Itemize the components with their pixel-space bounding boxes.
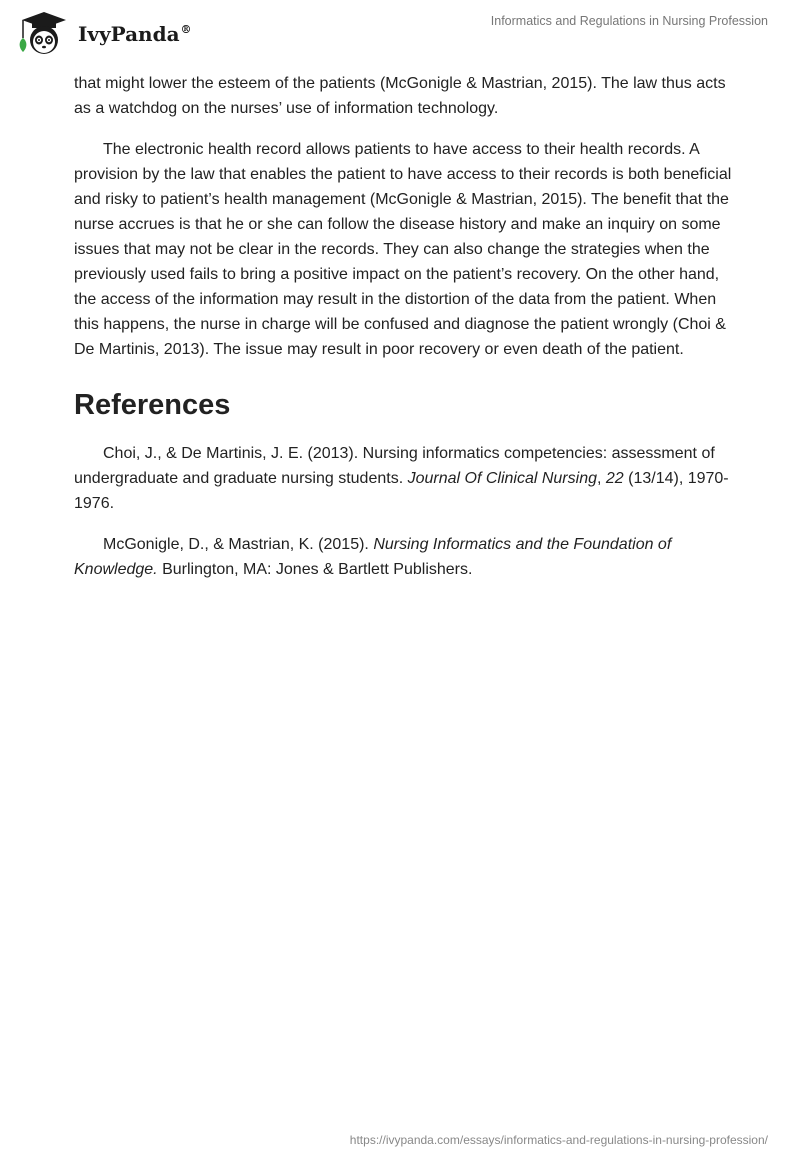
reference-item: McGonigle, D., & Mastrian, K. (2015). Nursing Informatics and the Foundation of Knowledge. Burlington, MA: Jones & Bartlett Publishers. [74,536,672,578]
body-paragraph: The electronic health record allows patients to have access to their health records. A provision by the law that enables the patient to have access to their records is both beneficial and risky to patient’s health management (McGonigle & Mastrian, 2015). The benefit that the nurse accrues is that he or she can follow the disease history and make an inquiry on some issues that may not be clear in the records. They can also change the strategies when the previously used fails to bring a positive impact on the patient’s recovery. On the other hand, the access of the information may result in the distortion of the data from the patient. When this happens, the nurse in charge will be confused and diagnose the patient wrongly (Choi & De Martinis, 2013). The issue may result in poor recovery or even death of the patient. [74,141,732,358]
page-header [0,0,800,60]
essay-content [74,71,734,598]
brand-name: IvyPanda® [78,22,192,46]
ivypanda-logo[interactable] [14,8,194,56]
running-title: Informatics and Regulations in Nursing Profession [490,14,768,28]
source-url[interactable]: https://ivypanda.com/essays/informatics-and-regulations-in-nursing-profession/ [349,1133,768,1147]
panda-graduate-icon [14,8,76,56]
references-heading: References [74,389,231,421]
body-paragraph: that might lower the esteem of the patients (McGonigle & Mastrian, 2015). The law thus acts as a watchdog on the nurses’ use of information technology. [74,75,726,117]
reference-item: Choi, J., & De Martinis, J. E. (2013). Nursing informatics competencies: assessment of undergraduate and graduate nursing students. Journal Of Clinical Nursing, 22 (13/14), 1970-1976. [74,445,729,512]
